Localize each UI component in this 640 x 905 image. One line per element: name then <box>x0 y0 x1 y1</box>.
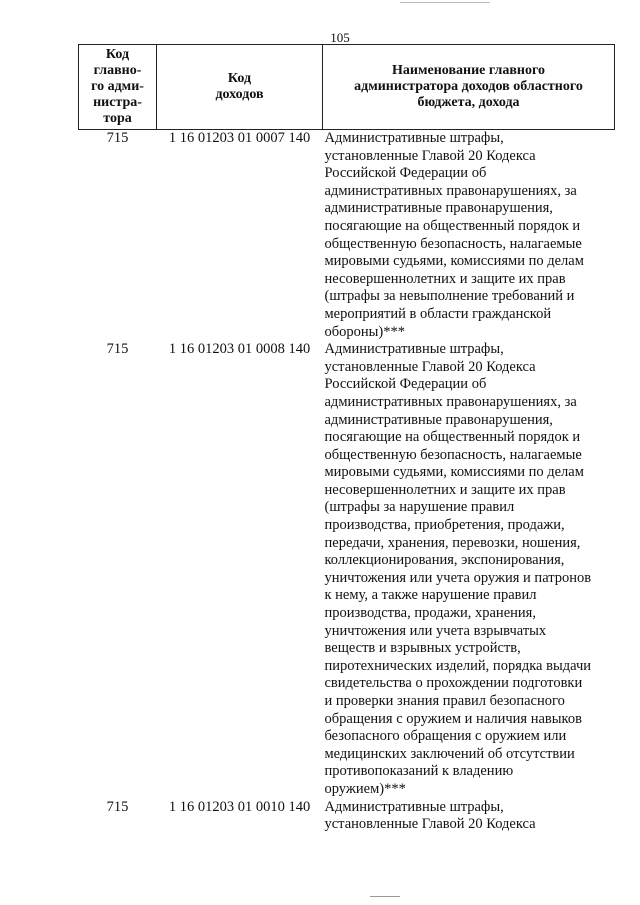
description-line: производства, приобретения, продажи, <box>324 517 565 534</box>
description-line: коллекционирования, экспонирования, <box>324 552 565 569</box>
description-line: противопоказаний к владению <box>324 763 514 780</box>
description-line: общественную безопасность, налагаемые <box>324 235 582 252</box>
description-line: производства, продажи, хранения, <box>324 605 536 622</box>
description-line: пиротехнических изделий, порядка выдачи <box>324 657 591 674</box>
header-admin-code: Код главно- го адми- нистра- тора <box>79 45 157 130</box>
header-income-code: Код доходов <box>157 45 323 130</box>
page-number: 105 <box>330 30 350 45</box>
description-line: несовершеннолетних и защите их прав <box>324 270 566 287</box>
income-description-cell <box>323 341 615 798</box>
description-line: Российской Федерации об <box>324 165 487 182</box>
table-row <box>79 799 615 834</box>
description-line: оружием)*** <box>324 780 406 797</box>
description-line: административных правонарушениях, за <box>324 393 577 410</box>
description-line: общественную безопасность, налагаемые <box>324 446 582 463</box>
description-line: уничтожения или учета взрывчатых <box>324 622 547 639</box>
scan-edge-mark <box>370 896 400 898</box>
header-administrator-name: Наименование главного администратора доходов областного бюджета, дохода <box>323 45 615 130</box>
description-line: установленные Главой 20 Кодекса <box>324 358 536 375</box>
description-line: Административные штрафы, <box>324 130 504 146</box>
description-line: установленные Главой 20 Кодекса <box>324 147 536 164</box>
income-codes-table <box>78 44 615 834</box>
description-line: несовершеннолетних и защите их прав <box>324 481 566 498</box>
income-code-cell: 1 16 01203 01 0007 140 <box>168 130 311 146</box>
income-code-cell: 1 16 01203 01 0010 140 <box>168 798 311 815</box>
description-line: (штрафы за невыполнение требований и <box>324 288 575 305</box>
description-line: веществ и взрывных устройств, <box>324 640 521 657</box>
description-line: обращения с оружием и наличия навыков <box>324 710 582 727</box>
income-description-cell <box>323 799 615 834</box>
description-line: административные правонарушения, <box>324 200 553 217</box>
income-description-cell <box>323 130 615 342</box>
description-line: посягающие на общественный порядок и <box>324 429 581 446</box>
description-line: установленные Главой 20 Кодекса <box>324 816 536 833</box>
description-line: посягающие на общественный порядок и <box>324 217 581 234</box>
description-line: (штрафы за нарушение правил <box>324 499 515 516</box>
description-line: Административные штрафы, <box>324 798 504 815</box>
description-line: административные правонарушения, <box>324 411 553 428</box>
admin-code-cell: 715 <box>106 130 129 146</box>
admin-code-cell: 715 <box>106 798 129 815</box>
description-line: к нему, а также нарушение правил <box>324 587 537 604</box>
description-line: мировыми судьями, комиссиями по делам <box>324 464 584 481</box>
description-line: мировыми судьями, комиссиями по делам <box>324 253 584 270</box>
table-header-row <box>79 45 615 130</box>
description-line: Административные штрафы, <box>324 341 504 358</box>
table-row <box>79 341 615 798</box>
income-code-cell: 1 16 01203 01 0008 140 <box>168 341 311 358</box>
description-line: административных правонарушениях, за <box>324 182 577 199</box>
description-line: медицинских заключений об отсутствии <box>324 745 575 762</box>
description-line: передачи, хранения, перевозки, ношения, <box>324 534 581 551</box>
scan-edge-mark <box>400 2 490 4</box>
description-line: свидетельства о прохождении подготовки <box>324 675 583 692</box>
description-line: уничтожения или учета оружия и патронов <box>324 569 592 586</box>
description-line: безопасного обращения с оружием или <box>324 728 567 745</box>
description-line: мероприятий в области гражданской <box>324 305 552 322</box>
description-line: и проверки знания правил безопасного <box>324 693 565 709</box>
description-line: Российской Федерации об <box>324 376 487 393</box>
description-line: обороны)*** <box>324 323 405 340</box>
table-row <box>79 130 615 342</box>
admin-code-cell: 715 <box>106 341 129 358</box>
